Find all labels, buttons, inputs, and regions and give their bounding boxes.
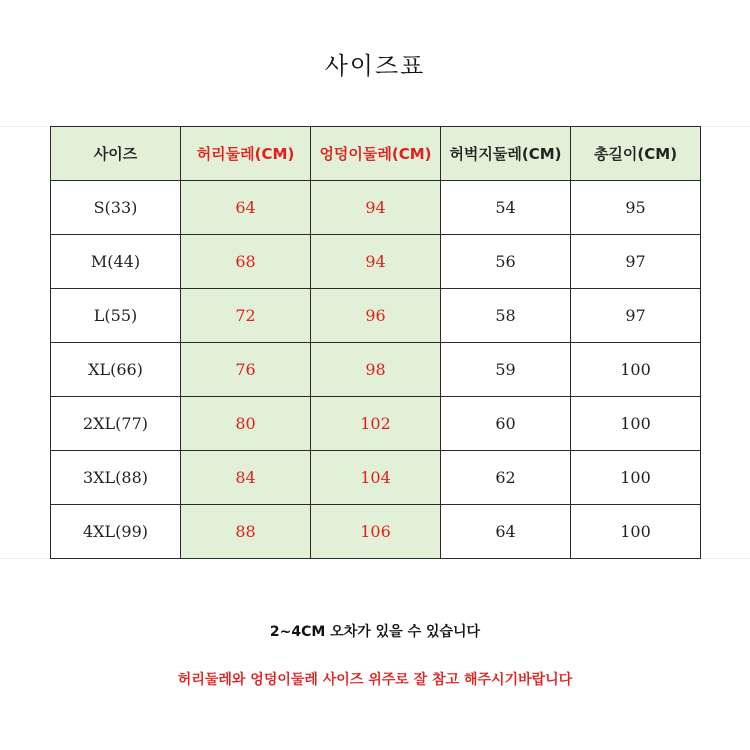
table-row: [51, 505, 701, 559]
cell-thigh: 58: [441, 289, 571, 343]
cell-waist: 88: [181, 505, 311, 559]
cell-size: M(44): [51, 235, 181, 289]
cell-thigh: 60: [441, 397, 571, 451]
cell-hip: 106: [311, 505, 441, 559]
table-row: [51, 181, 701, 235]
measurement-advice-note: 허리둘레와 엉덩이둘레 사이즈 위주로 잘 참고 해주시기바랍니다: [177, 672, 573, 688]
cell-total-length: 95: [571, 181, 701, 235]
cell-hip: 102: [311, 397, 441, 451]
header-thigh: 허벅지둘레(CM): [441, 127, 571, 181]
cell-total-length: 100: [571, 397, 701, 451]
table-row: [51, 235, 701, 289]
table-row: [51, 289, 701, 343]
cell-waist: 84: [181, 451, 311, 505]
cell-thigh: 62: [441, 451, 571, 505]
cell-size: XL(66): [51, 343, 181, 397]
header-total-length: 총길이(CM): [571, 127, 701, 181]
cell-size: 4XL(99): [51, 505, 181, 559]
cell-thigh: 59: [441, 343, 571, 397]
cell-thigh: 64: [441, 505, 571, 559]
cell-waist: 76: [181, 343, 311, 397]
page-title: 사이즈표: [324, 52, 426, 80]
cell-waist: 64: [181, 181, 311, 235]
cell-total-length: 97: [571, 235, 701, 289]
header-hip: 엉덩이둘레(CM): [311, 127, 441, 181]
cell-waist: 80: [181, 397, 311, 451]
header-waist: 허리둘레(CM): [181, 127, 311, 181]
table-row: [51, 397, 701, 451]
table-row: [51, 451, 701, 505]
cell-hip: 94: [311, 235, 441, 289]
cell-size: L(55): [51, 289, 181, 343]
cell-waist: 68: [181, 235, 311, 289]
cell-total-length: 100: [571, 451, 701, 505]
cell-total-length: 100: [571, 505, 701, 559]
cell-size: S(33): [51, 181, 181, 235]
cell-size: 3XL(88): [51, 451, 181, 505]
cell-thigh: 56: [441, 235, 571, 289]
cell-size: 2XL(77): [51, 397, 181, 451]
table-row: [51, 343, 701, 397]
cell-thigh: 54: [441, 181, 571, 235]
cell-total-length: 97: [571, 289, 701, 343]
cell-waist: 72: [181, 289, 311, 343]
tolerance-note: 2~4CM 오차가 있을 수 있습니다: [269, 624, 481, 640]
size-chart-table: [50, 126, 701, 559]
cell-total-length: 100: [571, 343, 701, 397]
header-size: 사이즈: [51, 127, 181, 181]
cell-hip: 94: [311, 181, 441, 235]
table-header-row: [51, 127, 701, 181]
cell-hip: 104: [311, 451, 441, 505]
cell-hip: 98: [311, 343, 441, 397]
cell-hip: 96: [311, 289, 441, 343]
